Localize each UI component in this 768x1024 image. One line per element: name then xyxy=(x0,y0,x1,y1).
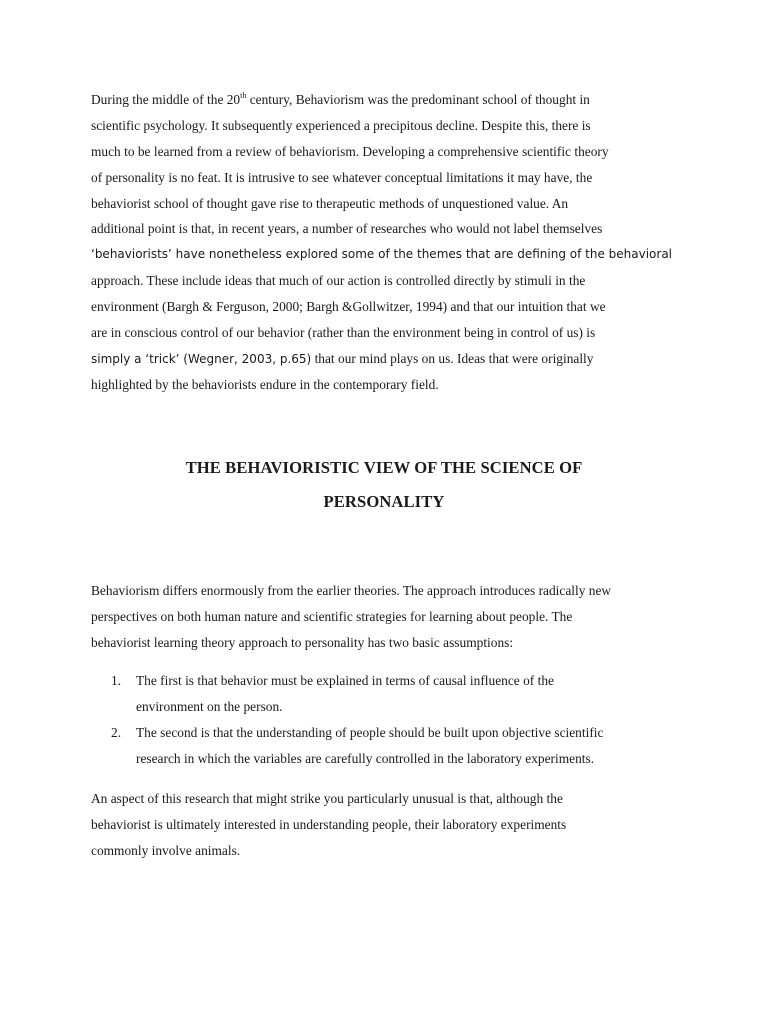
superscript: th xyxy=(240,91,247,100)
paragraph-line xyxy=(91,346,681,372)
paragraph-line: are in conscious control of our behavior (rather than the environment being in control of us) is xyxy=(91,325,596,341)
list-number: 1. xyxy=(111,673,122,688)
paragraph-line: commonly involve animals. xyxy=(91,842,241,858)
assumptions-list xyxy=(111,668,671,772)
text-run: that our mind plays on us. Ideas that were originally xyxy=(311,350,594,366)
body-paragraph xyxy=(91,578,681,656)
text-run: century, Behaviorism was the predominant school of thought in xyxy=(246,92,590,107)
paragraph-line: Behaviorism differs enormously from the earlier theories. The approach introduces radically new xyxy=(91,583,612,598)
paragraph-line: much to be learned from a review of behaviorism. Developing a comprehensive scientific theory xyxy=(91,143,609,159)
list-item xyxy=(111,720,671,772)
list-item-line: environment on the person. xyxy=(136,698,283,714)
section-title-line: PERSONALITY xyxy=(323,492,445,511)
list-item-line: research in which the variables are carefully controlled in the laboratory experiments. xyxy=(136,750,595,766)
section-title-line: THE BEHAVIORISTIC VIEW OF THE SCIENCE OF xyxy=(185,458,583,477)
paragraph-line: behaviorist school of thought gave rise to therapeutic methods of unquestioned value. An xyxy=(91,195,569,211)
text-run: During the middle of the 20 xyxy=(91,92,241,107)
intro-paragraph xyxy=(91,87,681,398)
paragraph-line: perspectives on both human nature and scientific strategies for learning about people. The xyxy=(91,608,573,624)
paragraph-line: highlighted by the behaviorists endure in the contemporary field. xyxy=(91,376,439,392)
paragraph-line: scientific psychology. It subsequently experienced a precipitous decline. Despite this, there is xyxy=(91,117,591,133)
list-item-line: The first is that behavior must be explained in terms of causal influence of the xyxy=(136,673,554,688)
paragraph-line: of personality is no feat. It is intrusive to see whatever conceptual limitations it may have, the xyxy=(91,169,593,185)
text-run: simply a ‘trick’ (Wegner, 2003, p.65) xyxy=(91,351,312,366)
list-item-line: The second is that the understanding of people should be built upon objective scientific xyxy=(136,724,604,740)
list-item xyxy=(111,668,671,720)
paragraph-line: behaviorist learning theory approach to personality has two basic assumptions: xyxy=(91,634,514,650)
paragraph-line: ‘behaviorists’ have nonetheless explored some of the themes that are defining of the behavioral xyxy=(91,247,673,262)
paragraph-line: environment (Bargh & Ferguson, 2000; Bargh &Gollwitzer, 1994) and that our intuition that we xyxy=(91,299,606,315)
section-title xyxy=(91,451,677,519)
closing-paragraph xyxy=(91,786,681,864)
list-number: 2. xyxy=(111,724,122,740)
paragraph-line: approach. These include ideas that much of our action is controlled directly by stimuli in the xyxy=(91,273,586,289)
paragraph-line: additional point is that, in recent years, a number of researches who would not label themselves xyxy=(91,221,603,237)
paragraph-line: An aspect of this research that might strike you particularly unusual is that, although the xyxy=(91,791,563,806)
paragraph-line xyxy=(91,87,681,113)
paragraph-line: behaviorist is ultimately interested in understanding people, their laboratory experiments xyxy=(91,816,567,832)
